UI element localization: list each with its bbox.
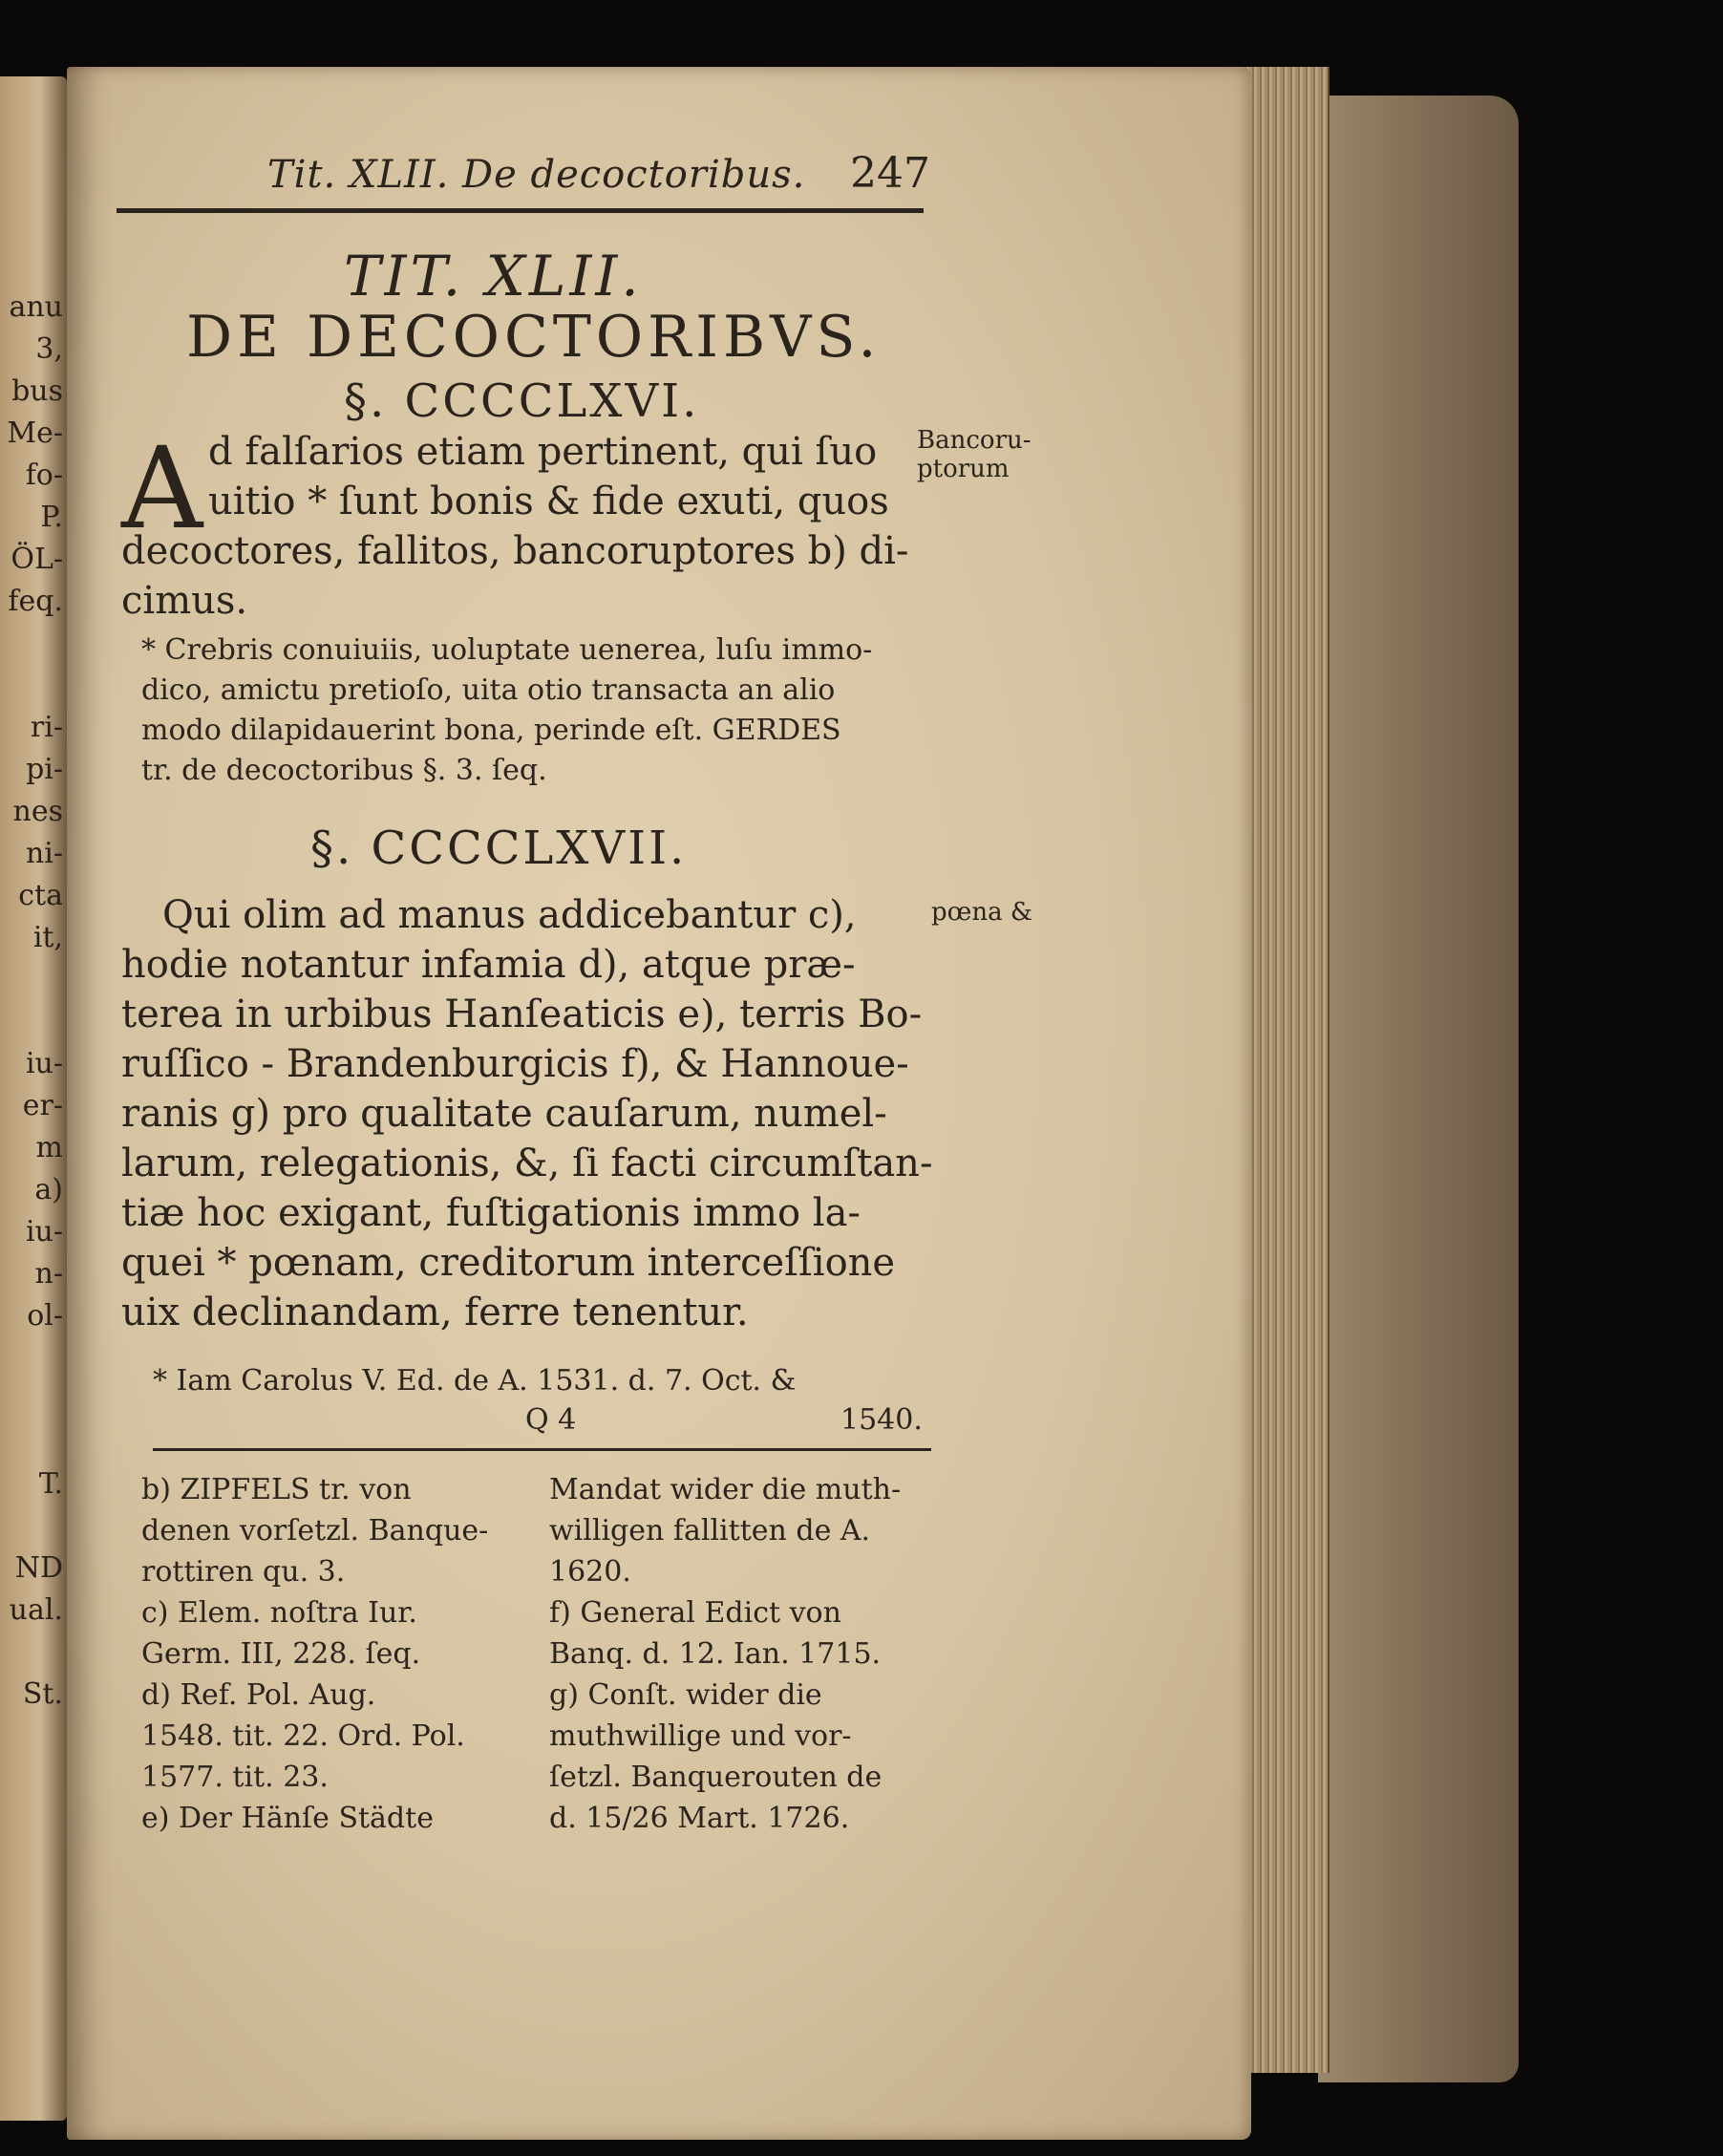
facing-page-fragment: cta [18, 879, 63, 912]
signature-mark: Q 4 [525, 1403, 577, 1437]
note-line: f) General Edict von [549, 1596, 841, 1630]
note-line: 1620. [549, 1555, 631, 1589]
note-line: c) Elem. noſtra Iur. [141, 1596, 417, 1630]
facing-page-fragment [0, 1505, 63, 1548]
facing-page-fragment: n- [34, 1257, 63, 1291]
body-line: terea in urbibus Hanſeaticis e), terris Bo- [121, 993, 923, 1036]
facing-page-fragment [0, 1632, 63, 1674]
facing-page-fragment: pi- [26, 753, 63, 786]
margin-note: pœna & [931, 898, 1033, 927]
facing-page-fragment: ol- [27, 1299, 63, 1333]
note-line: rottiren qu. 3. [141, 1555, 346, 1589]
facing-page-fragment: T. [38, 1467, 63, 1501]
facing-page-fragment [0, 1337, 63, 1379]
margin-note: ptorum [917, 455, 1010, 483]
footnote-line: * Crebris conuiuiis, uoluptate uenerea, luſu immo- [141, 633, 873, 667]
margin-note: Bancoru- [917, 426, 1032, 455]
note-line: Germ. III, 228. ſeq. [141, 1637, 421, 1671]
body-line: Qui olim ad manus addicebantur c), [162, 893, 857, 937]
facing-page-fragment: bus [11, 374, 63, 408]
catchword: 1540. [840, 1403, 923, 1437]
page-number: 247 [850, 149, 930, 198]
facing-page-fragment: iu- [25, 1047, 63, 1080]
running-head: Tit. XLII. De decoctoribus. [267, 153, 806, 197]
body-line: cimus. [121, 579, 248, 623]
body-line: hodie notantur infamia d), atque præ- [121, 943, 856, 987]
book-block-side [1318, 96, 1519, 2082]
note-line: Mandat wider die muth- [549, 1473, 902, 1506]
facing-page-fragment: a) [34, 1173, 63, 1206]
facing-page-fragment: iu- [25, 1215, 63, 1249]
body-line: uitio * ſunt bonis & fide exuti, quos [208, 480, 889, 523]
facing-page-fragment: St. [22, 1677, 63, 1711]
facing-page-fragment: m [35, 1131, 63, 1164]
facing-page-fragment: fo- [25, 459, 63, 492]
facing-page-fragment: P. [40, 501, 63, 534]
facing-page-fragment: ni- [25, 837, 63, 870]
facing-page-fragment: ual. [9, 1593, 63, 1627]
body-line: larum, relegationis, &, ſi facti circumſtan- [121, 1142, 933, 1185]
notes-rule [153, 1448, 931, 1451]
facing-page-fragment: nes [12, 795, 63, 828]
facing-page-fragment [0, 665, 63, 707]
note-line: willigen fallitten de A. [549, 1514, 871, 1548]
note-line: 1577. tit. 23. [141, 1761, 329, 1794]
facing-page-fragments [0, 287, 63, 1716]
facing-page-fragment [0, 1421, 63, 1463]
footnote-line: tr. de decoctoribus §. 3. ſeq. [141, 754, 547, 787]
page-title: DE DECOCTORIBVS. [186, 304, 882, 371]
body-line: ranis g) pro qualitate cauſarum, numel- [121, 1092, 887, 1136]
body-line: d falſarios etiam pertinent, qui ſuo [208, 430, 878, 474]
facing-page-fragment: ri- [30, 711, 63, 744]
page-edges [1242, 67, 1329, 2073]
facing-page-fragment [0, 959, 63, 1001]
note-line: denen vorſetzl. Banque- [141, 1514, 489, 1548]
facing-page-fragment: ND [14, 1551, 63, 1585]
note-line: Banq. d. 12. Ian. 1715. [549, 1637, 882, 1671]
facing-page-fragment: 3, [35, 332, 63, 366]
footnote-line: dico, amictu pretioſo, uita otio transacta an alio [141, 673, 836, 707]
facing-page-fragment: ÖL- [11, 543, 63, 576]
note-line: muthwillige und vor- [549, 1719, 852, 1753]
body-line: decoctores, fallitos, bancoruptores b) di- [121, 529, 909, 573]
facing-page-fragment: anu [9, 290, 63, 324]
body-line: tiæ hoc exigant, fuſtigationis immo la- [121, 1191, 861, 1235]
body-line: ruſſico - Brandenburgicis f), & Hannoue- [121, 1042, 909, 1086]
facing-page-fragment [0, 623, 63, 665]
note-line: ſetzl. Banquerouten de [549, 1761, 883, 1794]
note-line: e) Der Hänſe Städte [141, 1802, 434, 1835]
head-rule [117, 208, 924, 213]
title-number: TIT. XLII. [344, 244, 643, 309]
section-heading-1: §. CCCCLXVI. [344, 374, 700, 428]
facing-page-fragment [0, 1001, 63, 1043]
body-line: quei * pœnam, creditorum interceſſione [121, 1241, 896, 1285]
drop-cap: A [121, 422, 203, 554]
note-line: b) ZIPFELS tr. von [141, 1473, 412, 1506]
note-line: d) Ref. Pol. Aug. [141, 1678, 376, 1712]
facing-page-fragment [0, 1379, 63, 1421]
facing-page-fragment: Me- [7, 416, 63, 450]
section-heading-2: §. CCCCLXVII. [310, 822, 688, 875]
footnote-line: modo dilapidauerint bona, perinde eſt. GERDES [141, 714, 841, 747]
note-line: g) Conſt. wider die [549, 1678, 822, 1712]
note-line: 1548. tit. 22. Ord. Pol. [141, 1719, 465, 1753]
note-line: d. 15/26 Mart. 1726. [549, 1802, 850, 1835]
facing-page-fragment: er- [22, 1089, 63, 1122]
footnote-line: * Iam Carolus V. Ed. de A. 1531. d. 7. Oct. & [153, 1364, 797, 1398]
facing-page-fragment: feq. [8, 585, 63, 618]
body-line: uix declinandam, ferre tenentur. [121, 1291, 749, 1334]
facing-page-fragment: it, [32, 921, 63, 954]
